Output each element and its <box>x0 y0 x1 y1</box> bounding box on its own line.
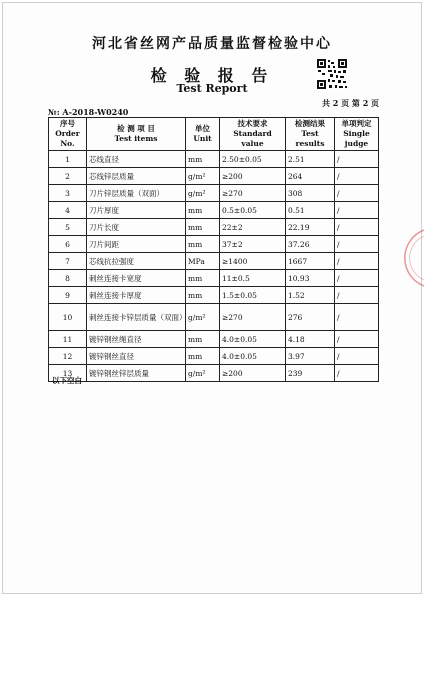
table-row: 2 芯线锌层质量 g/m² ≥200 264 / <box>49 168 379 185</box>
seal-stamp-icon <box>396 228 424 288</box>
table-row: 3 刀片锌层质量（双面） g/m² ≥270 308 / <box>49 185 379 202</box>
report-title-en: Test Report <box>176 82 248 95</box>
table-row: 10 刺丝连接卡锌层质量（双面） g/m² ≥270 276 / <box>49 304 379 331</box>
qr-code-icon <box>316 58 348 90</box>
table-row: 5 刀片长度 mm 22±2 22.19 / <box>49 219 379 236</box>
header-order-no: 序号 Order No. <box>49 118 87 151</box>
header-unit: 单位 Unit <box>186 118 220 151</box>
page-count: 共 2 页 第 2 页 <box>322 98 380 108</box>
table-row: 1 芯线直径 mm 2.50±0.05 2.51 / <box>49 151 379 168</box>
table-row: 13 镀锌钢丝锌层质量 g/m² ≥200 239 / <box>49 365 379 382</box>
report-number: №: A-2018-W0240 <box>48 107 129 117</box>
header-test-results: 检测结果 Test results <box>286 118 335 151</box>
table-row: 11 镀锌钢丝绳直径 mm 4.0±0.05 4.18 / <box>49 331 379 348</box>
table-row: 4 刀片厚度 mm 0.5±0.05 0.51 / <box>49 202 379 219</box>
header-single-judge: 单项判定 Single judge <box>335 118 379 151</box>
org-title: 河北省丝网产品质量监督检验中心 <box>92 36 332 52</box>
table-row: 9 刺丝连接卡厚度 mm 1.5±0.05 1.52 / <box>49 287 379 304</box>
table-row: 8 刺丝连接卡宽度 mm 11±0.5 10.93 / <box>49 270 379 287</box>
header-test-items: 检 测 项 目 Test items <box>87 118 186 151</box>
table-row: 12 镀锌钢丝直径 mm 4.0±0.05 3.97 / <box>49 348 379 365</box>
table-header-row <box>49 118 379 151</box>
results-table <box>48 117 379 382</box>
table-row: 7 芯线抗拉强度 MPa ≥1400 1667 / <box>49 253 379 270</box>
report-title-cn: 检 验 报 告 <box>150 66 274 85</box>
header-standard-value: 技术要求 Standard value <box>220 118 286 151</box>
blank-below-note: 以下空白 <box>52 376 82 385</box>
table-row: 6 刀片间距 mm 37±2 37.26 / <box>49 236 379 253</box>
